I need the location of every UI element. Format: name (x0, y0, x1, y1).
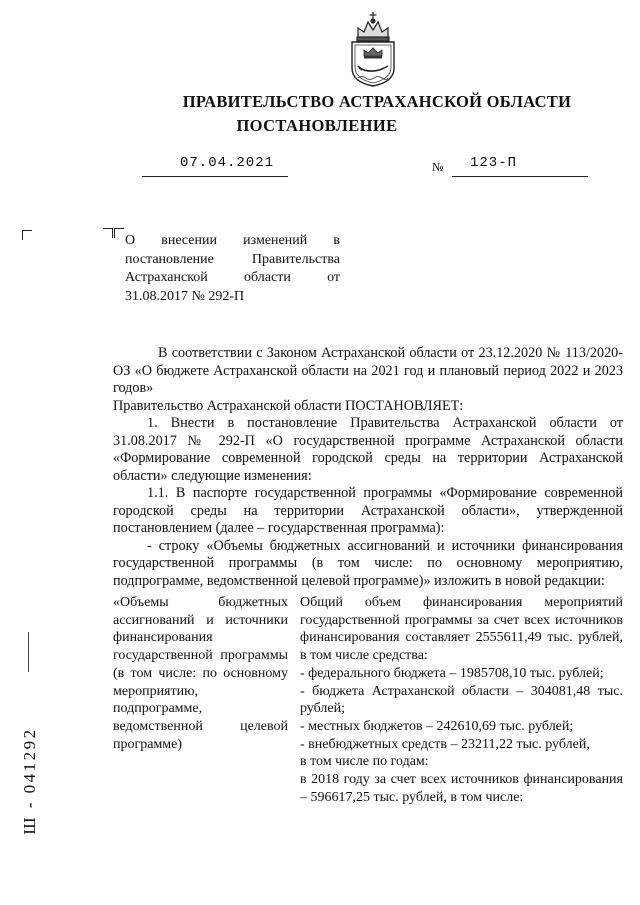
funding-by-years-label: в том числе по годам: (300, 754, 429, 770)
paragraph-item-1: 1. Внести в постановление Правительства Астраханской области от 31.08.2017 № 292-П «О государственной программе Астраханской области «Формирование современной городской среды на территории Астраханской области» следующие изменения: (113, 415, 623, 484)
corner-mark-mid-right (103, 228, 113, 238)
funding-extrabudgetary: - внебюджетных средств – 23211,22 тыс. рублей, (300, 736, 590, 752)
coat-of-arms-icon (344, 8, 402, 88)
serial-number (16, 706, 44, 856)
document-date: 07.04.2021 (180, 155, 275, 171)
document-number: 123-П (470, 155, 518, 171)
funding-table-value (300, 594, 623, 806)
number-label: № (432, 160, 444, 174)
funding-total: Общий объем финансирования мероприятий государственной программы за счет всех источников финансирования составляет 2555611,49 тыс. рублей, в том числе средства: (300, 595, 623, 664)
corner-mark-mid-left (114, 228, 124, 238)
document-body (113, 345, 623, 590)
document-type: ПОСТАНОВЛЕНИЕ (236, 116, 398, 135)
funding-federal: - федерального бюджета – 1985708,10 тыс. рублей; (300, 665, 604, 681)
funding-regional: - бюджета Астраханской области – 304081,48 тыс. рублей; (300, 683, 623, 717)
paragraph-preamble: В соответствии с Законом Астраханской области от 23.12.2020 № 113/2020-ОЗ «О бюджете Астраханской области на 2021 год и плановый период 2022 и 2023 годов» (113, 345, 623, 396)
government-title: ПРАВИТЕЛЬСТВО АСТРАХАНСКОЙ ОБЛАСТИ (182, 92, 572, 111)
number-underline (452, 176, 588, 177)
date-underline (142, 176, 288, 177)
corner-mark-left (22, 230, 32, 240)
paragraph-item-1-1: 1.1. В паспорте государственной программы «Формирование современной городской среды на территории Астраханской области», утвержденной постановлением (далее – государственная программа): (113, 485, 623, 536)
document-subject: О внесении изменений в постановление Правительства Астраханской области от 31.08.2017 № 292-П (125, 233, 340, 304)
funding-local: - местных бюджетов – 242610,69 тыс. рублей; (300, 718, 574, 734)
funding-table-label: «Объемы бюджетных ассигнований и источники финансирования государственной программы (в том числе: по основному мероприятию, подпрограмме, ведомственной целевой программе) (113, 595, 288, 752)
funding-2018: в 2018 году за счет всех источников финансирования – 596617,25 тыс. рублей, в том числе: (300, 772, 623, 805)
paragraph-row-instruction: - строку «Объемы бюджетных ассигнований и источники финансирования государственной программы (в том числе: по основному мероприятию, подпрограмме, ведомственной целевой программе)» изложить в новой редакции: (113, 537, 623, 589)
serial-number-text: Ш - 041292 (20, 727, 39, 835)
paragraph-resolves: Правительство Астраханской области ПОСТАНОВЛЯЕТ: (113, 397, 464, 414)
margin-mark (28, 632, 29, 672)
